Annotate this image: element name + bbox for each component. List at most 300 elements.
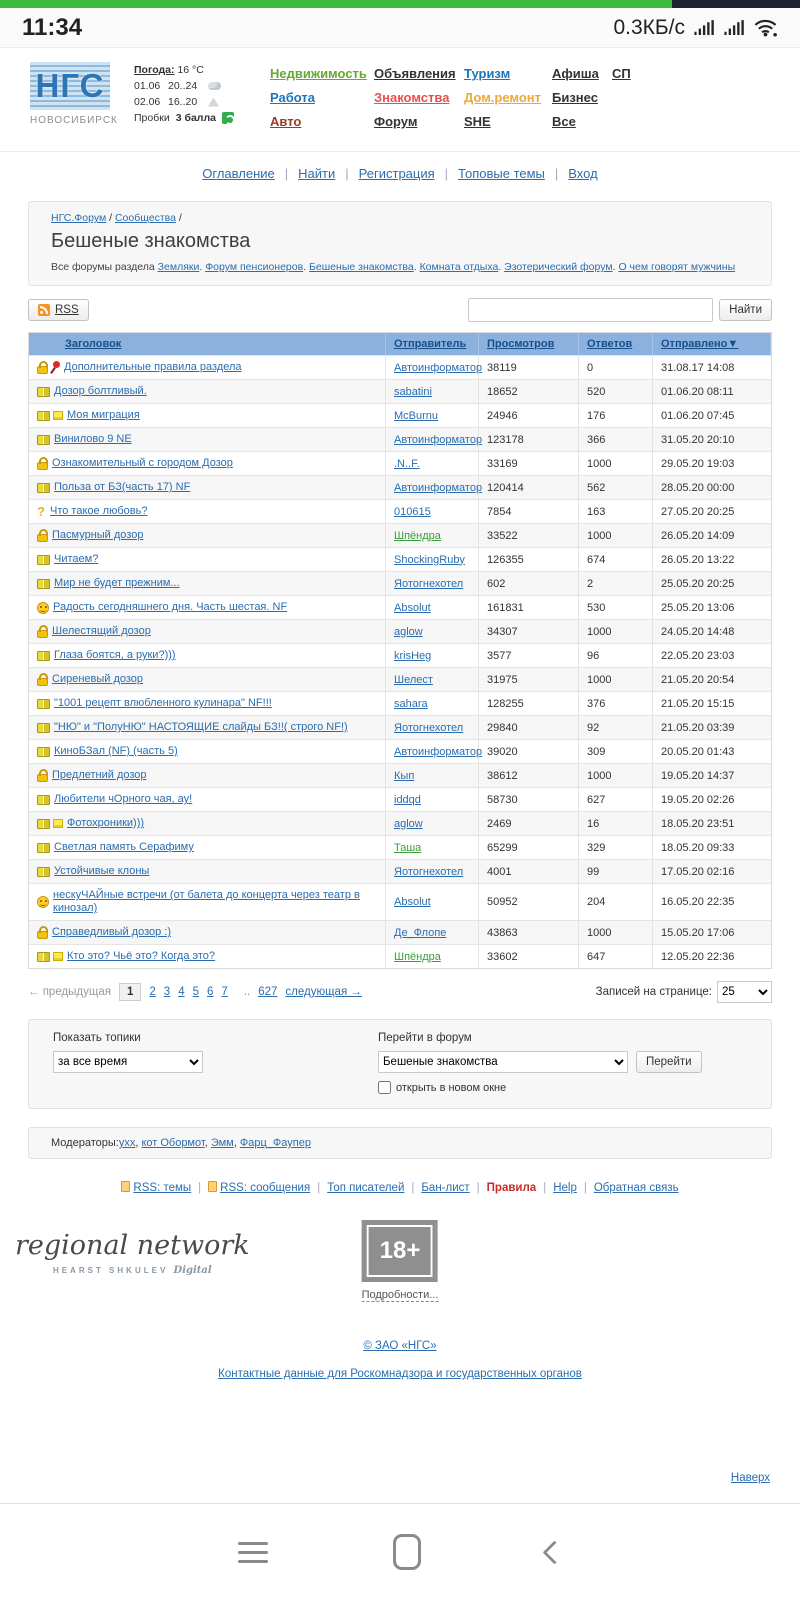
sender-link[interactable]: McBurnu (394, 409, 439, 422)
views-cell: 38119 (479, 356, 579, 379)
weather-range: 20..24 (168, 80, 198, 92)
sender-link[interactable]: ShockingRuby (394, 553, 465, 566)
show-topics-label: Показать топики (53, 1032, 141, 1044)
views-cell: 602 (479, 572, 579, 595)
column-sort-link[interactable]: Отправитель (394, 338, 467, 350)
topic-cell (29, 945, 386, 968)
topic-cell (29, 692, 386, 715)
topic-icons (37, 769, 48, 782)
sender-cell (386, 921, 479, 944)
search-input[interactable] (468, 298, 713, 322)
topic-cell (29, 380, 386, 403)
topic-icons (37, 651, 50, 661)
rss-icon (38, 304, 50, 316)
header-nav-дом.ремонт[interactable]: Дом.ремонт (464, 90, 542, 105)
sender-link[interactable]: sabatini (394, 385, 432, 398)
breadcrumb-link[interactable]: НГС.Форум (51, 212, 107, 224)
footer-separator: | (198, 1181, 202, 1194)
sender-cell (386, 404, 479, 427)
topic-cell (29, 500, 386, 523)
sender-link[interactable]: krisHeg (394, 649, 432, 662)
topic-link[interactable]: Винилово 9 NE (54, 433, 132, 445)
topic-link[interactable]: Читаем? (54, 553, 99, 565)
page-link[interactable]: 3 (163, 986, 171, 998)
topic-link[interactable]: Шелестящий дозор (52, 625, 151, 637)
breadcrumb: НГС.Форум / Сообщества / (51, 212, 182, 224)
page-next[interactable]: следующая → (285, 986, 362, 998)
topic-link[interactable]: Ознакомительный с городом Дозор (52, 457, 233, 469)
table-row (29, 523, 771, 547)
book-icon (37, 387, 50, 397)
footer-link-4[interactable]: Бан-лист (421, 1181, 470, 1194)
replies-cell: 562 (579, 476, 653, 499)
sender-cell (386, 716, 479, 739)
sent-cell: 27.05.20 20:25 (661, 505, 735, 518)
forum-section-link[interactable]: Земляки (157, 261, 200, 273)
replies-cell: 530 (579, 596, 653, 619)
footer-separator: | (476, 1181, 480, 1194)
sent-cell: 19.05.20 02:26 (661, 793, 735, 806)
sender-cell (386, 740, 483, 763)
header-nav-недвижимость[interactable]: Недвижимость (270, 66, 367, 81)
footer-separator: | (543, 1181, 547, 1194)
go-button[interactable]: Перейти (636, 1051, 702, 1073)
views-cell: 29840 (479, 716, 579, 739)
column-sort-link[interactable]: Ответов (587, 338, 633, 350)
book-icon (37, 747, 50, 757)
replies-cell: 2 (579, 572, 653, 595)
column-sort-link[interactable]: Просмотров (487, 338, 555, 350)
footer-link-5[interactable]: Правила (486, 1181, 537, 1194)
sent-cell: 22.05.20 23:03 (661, 649, 735, 662)
topic-cell (29, 788, 386, 811)
topic-link[interactable]: "1001 рецепт влюбленного кулинара" NF!!! (54, 697, 272, 709)
subnav-3[interactable]: Регистрация (358, 166, 435, 181)
ngs-logo-city: НОВОСИБИРСК (30, 115, 118, 126)
views-cell: 39020 (479, 740, 579, 763)
forum-section-link[interactable]: О чем говорят мужчины (618, 261, 736, 273)
sender-link[interactable]: Яотогнехотел (394, 577, 464, 590)
views-cell: 161831 (479, 596, 579, 619)
replies-cell: 96 (579, 644, 653, 667)
topic-icons (37, 625, 48, 638)
topic-cell (29, 836, 386, 859)
book-icon (37, 699, 50, 709)
topic-link[interactable]: Что такое любовь? (50, 505, 148, 517)
topic-cell (29, 764, 386, 787)
lock-icon (37, 534, 48, 542)
book-icon (37, 483, 50, 493)
rss-doc-icon (121, 1181, 130, 1192)
sender-cell (386, 668, 479, 691)
views-cell: 65299 (479, 836, 579, 859)
moderator-link[interactable]: ухх (118, 1137, 136, 1149)
subnav-5[interactable]: Вход (568, 166, 598, 181)
back-icon[interactable] (542, 1540, 566, 1564)
sender-cell (386, 548, 479, 571)
topic-link[interactable]: нескуЧАЙные встречи (от балета до концерта через театр в кинозал) (53, 889, 360, 914)
sender-cell (386, 860, 479, 883)
subnav-separator: | (444, 166, 449, 181)
topic-link[interactable]: Предлетний дозор (52, 769, 147, 781)
lock-icon (37, 931, 48, 939)
sender-link[interactable]: 010615 (394, 505, 431, 518)
lock-icon (37, 678, 48, 686)
header-nav-форум[interactable]: Форум (374, 114, 418, 129)
replies-cell: 1000 (579, 452, 653, 475)
topic-link[interactable]: Пасмурный дозор (52, 529, 144, 541)
header-nav-объявления[interactable]: Объявления (374, 66, 456, 81)
replies-cell: 1000 (579, 524, 653, 547)
sender-link[interactable]: .N..F. (394, 457, 420, 470)
table-row (29, 859, 771, 883)
site-header (0, 48, 800, 152)
pagination (28, 981, 772, 1003)
book-icon (37, 411, 50, 421)
sender-link[interactable]: aglow (394, 625, 423, 638)
topic-link[interactable]: Любители чОрного чая, ау! (54, 793, 193, 805)
sent-cell: 01.06.20 07:45 (661, 409, 735, 422)
forum-section-link[interactable]: Бешеные знакомства (309, 261, 414, 273)
topic-link[interactable]: Мир не будет прежним... (54, 577, 180, 589)
replies-cell: 1000 (579, 921, 653, 944)
topic-cell (29, 572, 386, 595)
sender-cell (386, 644, 479, 667)
column-sort-link[interactable]: Заголовок (65, 338, 122, 350)
brand-row (0, 1222, 800, 1332)
sent-cell: 12.05.20 22:36 (661, 950, 735, 963)
hearst-label: HEARST SHKULEV (52, 1266, 169, 1275)
sender-link[interactable]: sahara (394, 697, 428, 710)
footer-link-2[interactable]: RSS: сообщения (208, 1181, 310, 1194)
column-sort-link[interactable]: Отправлено▼ (661, 338, 739, 350)
table-row (29, 571, 771, 595)
topic-icons (37, 529, 48, 542)
topics-table (28, 332, 772, 969)
status-time: 11:34 (22, 13, 83, 41)
book-icon (37, 435, 50, 445)
sender-link[interactable]: Яотогнехотел (394, 865, 464, 878)
replies-cell: 1000 (579, 620, 653, 643)
sender-link[interactable]: Шелест (394, 673, 433, 686)
topic-link[interactable]: Польза от БЗ(часть 17) NF (54, 481, 191, 493)
topic-icons (37, 411, 63, 421)
topic-icons (37, 483, 50, 493)
table-row (29, 427, 771, 451)
book-icon (37, 723, 50, 733)
header-nav-row (270, 66, 652, 81)
topic-cell (29, 740, 386, 763)
topic-cell (29, 404, 386, 427)
sent-cell: 15.05.20 17:06 (661, 926, 735, 939)
topic-link[interactable]: КиноБЗал (NF) (часть 5) (54, 745, 178, 757)
table-row (29, 355, 771, 379)
home-icon[interactable] (393, 1534, 421, 1570)
weather-date: 02.06 (134, 96, 161, 108)
column-header-5 (653, 333, 771, 355)
topic-icons (37, 435, 50, 445)
table-row (29, 739, 771, 763)
browser-progress-bar (0, 0, 672, 8)
sent-cell: 19.05.20 14:37 (661, 769, 735, 782)
book-icon (37, 819, 50, 829)
views-cell: 33602 (479, 945, 579, 968)
sender-link[interactable]: Таша (394, 841, 422, 854)
page-link[interactable]: 6 (207, 986, 214, 998)
topic-icons (37, 952, 63, 962)
traffic-label: Пробки (134, 112, 170, 124)
topic-icons (37, 747, 50, 757)
topic-icons (37, 795, 50, 805)
sender-link[interactable]: Автоинформатор (394, 481, 483, 494)
weather-range: 16..20 (168, 96, 198, 108)
topic-link[interactable]: Кто это? Чьё это? Когда это? (67, 950, 216, 962)
topic-link[interactable]: Дополнительные правила раздела (64, 361, 242, 373)
subnav-1[interactable]: Оглавление (202, 166, 275, 181)
topic-icons (37, 926, 48, 939)
topic-icons (37, 673, 48, 686)
hearst-shkulev-logo (15, 1230, 250, 1276)
footer-link-7[interactable]: Обратная связь (593, 1181, 679, 1194)
views-cell: 123178 (479, 428, 579, 451)
views-cell: 50952 (479, 884, 579, 920)
back-to-top-link[interactable]: Наверх (730, 1472, 770, 1484)
moderator-link[interactable]: кот Обормот (141, 1137, 205, 1149)
topic-cell (29, 884, 386, 920)
sent-cell: 29.05.20 19:03 (661, 457, 735, 470)
forum-section-link[interactable]: Форум пенсионеров (205, 261, 304, 273)
views-cell: 120414 (479, 476, 579, 499)
sender-link[interactable]: Absolut (394, 601, 431, 614)
replies-cell: 176 (579, 404, 653, 427)
topic-link[interactable]: Устойчивые клоны (54, 865, 150, 877)
sender-cell (386, 380, 479, 403)
rss-button[interactable] (28, 299, 89, 321)
roskomnadzor-contacts-link[interactable]: Контактные данные для Роскомнадзора и государственных органов (218, 1368, 582, 1380)
forum-select[interactable] (378, 1051, 628, 1073)
sender-cell (386, 764, 479, 787)
lock-icon (37, 774, 48, 782)
search-row (28, 298, 772, 322)
sent-cell: 26.05.20 14:09 (661, 529, 735, 542)
breadcrumb-panel (28, 201, 772, 286)
topic-cell (29, 476, 386, 499)
header-nav-she[interactable]: SHE (464, 114, 491, 129)
sender-link[interactable]: Шпёндра (394, 529, 441, 542)
sender-link[interactable]: Яотогнехотел (394, 721, 464, 734)
replies-cell: 99 (579, 860, 653, 883)
header-nav-row (270, 114, 652, 129)
sender-link[interactable]: Автоинформатор (394, 745, 483, 758)
cell-signal-icon (693, 19, 715, 36)
sent-cell: 26.05.20 13:22 (661, 553, 735, 566)
sender-cell (386, 884, 479, 920)
header-nav-авто[interactable]: Авто (270, 114, 302, 129)
book-icon (37, 843, 50, 853)
table-row (29, 475, 771, 499)
column-header-1 (29, 333, 386, 355)
digital-label: Digital (173, 1265, 212, 1276)
replies-cell: 627 (579, 788, 653, 811)
subnav-2[interactable]: Найти (298, 166, 336, 181)
sender-cell (386, 945, 479, 968)
replies-cell: 0 (579, 356, 653, 379)
topic-icons (37, 699, 50, 709)
network-speed: 0.3КБ/с (613, 15, 685, 39)
replies-cell: 674 (579, 548, 653, 571)
sent-cell: 21.05.20 15:15 (661, 697, 735, 710)
rss-doc-icon (208, 1181, 217, 1192)
header-nav-все[interactable]: Все (552, 114, 576, 129)
topic-icons (37, 723, 50, 733)
views-cell: 33169 (479, 452, 579, 475)
book-icon (37, 555, 50, 565)
precip-icon (208, 98, 219, 107)
replies-cell: 647 (579, 945, 653, 968)
pin-icon (51, 361, 60, 374)
topic-icons (37, 843, 50, 853)
topic-icons (37, 819, 63, 829)
page-link[interactable]: 2 (149, 986, 156, 998)
topic-cell (29, 428, 386, 451)
header-nav-сп[interactable]: СП (612, 66, 631, 81)
lock-icon (37, 630, 48, 638)
header-nav-знакомства[interactable]: Знакомства (374, 90, 450, 105)
replies-cell: 163 (579, 500, 653, 523)
replies-cell: 329 (579, 836, 653, 859)
topic-link[interactable]: Глаза боятся, а руки?))) (54, 649, 176, 661)
views-cell: 128255 (479, 692, 579, 715)
goto-panel (28, 1019, 772, 1109)
topic-link[interactable]: Светлая память Серафиму (54, 841, 194, 853)
table-row (29, 643, 771, 667)
weather-widget (134, 62, 252, 141)
sender-link[interactable]: aglow (394, 817, 423, 830)
header-nav-афиша[interactable]: Афиша (552, 66, 599, 81)
topic-link[interactable]: Фотохроники))) (67, 817, 145, 829)
book-icon (37, 795, 50, 805)
replies-cell: 16 (579, 812, 653, 835)
weather-row (134, 78, 252, 94)
question-icon (37, 505, 46, 518)
ngs-logo[interactable] (30, 62, 116, 141)
android-nav-bar (0, 1504, 800, 1600)
views-cell: 7854 (479, 500, 579, 523)
table-row (29, 595, 771, 619)
topic-link[interactable]: Моя миграция (67, 409, 140, 421)
replies-cell: 1000 (579, 668, 653, 691)
topics-table-header (29, 333, 771, 355)
sender-cell (386, 812, 479, 835)
topic-link[interactable]: Радость сегодняшнего дня. Часть шестая. NF (53, 601, 288, 613)
views-cell: 18652 (479, 380, 579, 403)
topic-link[interactable]: Справедливый дозор :) (52, 926, 172, 938)
recent-apps-icon[interactable] (238, 1542, 268, 1563)
subnav-separator: | (345, 166, 349, 181)
replies-cell: 376 (579, 692, 653, 715)
views-cell: 24946 (479, 404, 579, 427)
topic-cell (29, 716, 386, 739)
book-icon (37, 867, 50, 877)
forum-section-link[interactable]: Комната отдыха (419, 261, 499, 273)
new-window-checkbox[interactable] (378, 1081, 391, 1094)
column-header-2 (386, 333, 479, 355)
sender-link[interactable]: Де_Флопе (394, 926, 447, 939)
subnav-4[interactable]: Топовые темы (458, 166, 545, 181)
topic-cell (29, 921, 386, 944)
page-link[interactable]: 4 (178, 986, 185, 998)
topic-cell (29, 524, 386, 547)
page-link[interactable]: 7 (221, 986, 228, 998)
topic-icons (37, 361, 60, 374)
header-nav-бизнес[interactable]: Бизнес (552, 90, 598, 105)
table-row (29, 379, 771, 403)
topic-link[interactable]: Дозор болтливый. (54, 385, 147, 397)
sender-cell (386, 836, 479, 859)
moderator-link[interactable]: Фарц_Фаупер (239, 1137, 311, 1149)
smiley-icon (37, 602, 49, 614)
book-icon (37, 579, 50, 589)
header-nav-туризм[interactable]: Туризм (464, 66, 511, 81)
footer-link-6[interactable]: Help (553, 1181, 577, 1194)
topic-icons (37, 896, 49, 908)
replies-cell: 1000 (579, 764, 653, 787)
sender-link[interactable]: iddqd (394, 793, 421, 806)
moderator-link[interactable]: Эмм (210, 1137, 234, 1149)
sender-cell (386, 356, 483, 379)
topic-link[interactable]: "НЮ" и "ПолуНЮ" НАСТОЯЩИЕ слайды БЗ!!( строго NF!) (54, 721, 348, 733)
views-cell: 34307 (479, 620, 579, 643)
sender-cell (386, 572, 479, 595)
sent-cell: 16.05.20 22:35 (661, 896, 735, 908)
footer-link-1[interactable]: RSS: темы (121, 1181, 191, 1194)
show-topics-select[interactable] (53, 1051, 203, 1073)
page-links (149, 986, 235, 998)
views-cell: 126355 (479, 548, 579, 571)
footer-link-3[interactable]: Топ писателей (327, 1181, 405, 1194)
sender-link[interactable]: Автоинформатор (394, 433, 483, 446)
subnav-separator: | (284, 166, 289, 181)
header-nav-работа[interactable]: Работа (270, 90, 315, 105)
forum-section-link[interactable]: Эзотерический форум (504, 261, 613, 273)
sender-link[interactable]: Автоинформатор (394, 361, 483, 374)
table-row (29, 811, 771, 835)
weather-link[interactable]: Погода: (134, 64, 175, 76)
page-link[interactable]: 5 (192, 986, 200, 998)
topic-cell (29, 548, 386, 571)
table-row (29, 403, 771, 427)
topic-cell (29, 620, 386, 643)
weather-row (134, 94, 252, 110)
column-header-4 (579, 333, 653, 355)
note-icon (53, 411, 63, 420)
age-details-link[interactable]: Подробности... (361, 1289, 439, 1301)
table-row (29, 787, 771, 811)
breadcrumb-link[interactable]: Сообщества (114, 212, 176, 224)
sender-link[interactable]: Шпёндра (394, 950, 441, 963)
lock-icon (37, 462, 48, 470)
views-cell: 38612 (479, 764, 579, 787)
topic-link[interactable]: Сиреневый дозор (52, 673, 144, 685)
sender-link[interactable]: Absolut (394, 896, 431, 908)
search-button[interactable]: Найти (719, 299, 772, 321)
page-last[interactable]: 627 (258, 986, 278, 998)
sender-cell (386, 428, 483, 451)
sender-link[interactable]: Кып (394, 769, 415, 782)
sender-cell (386, 476, 483, 499)
per-page-select[interactable] (717, 981, 772, 1003)
copyright-link[interactable]: © ЗАО «НГС» (363, 1340, 437, 1352)
